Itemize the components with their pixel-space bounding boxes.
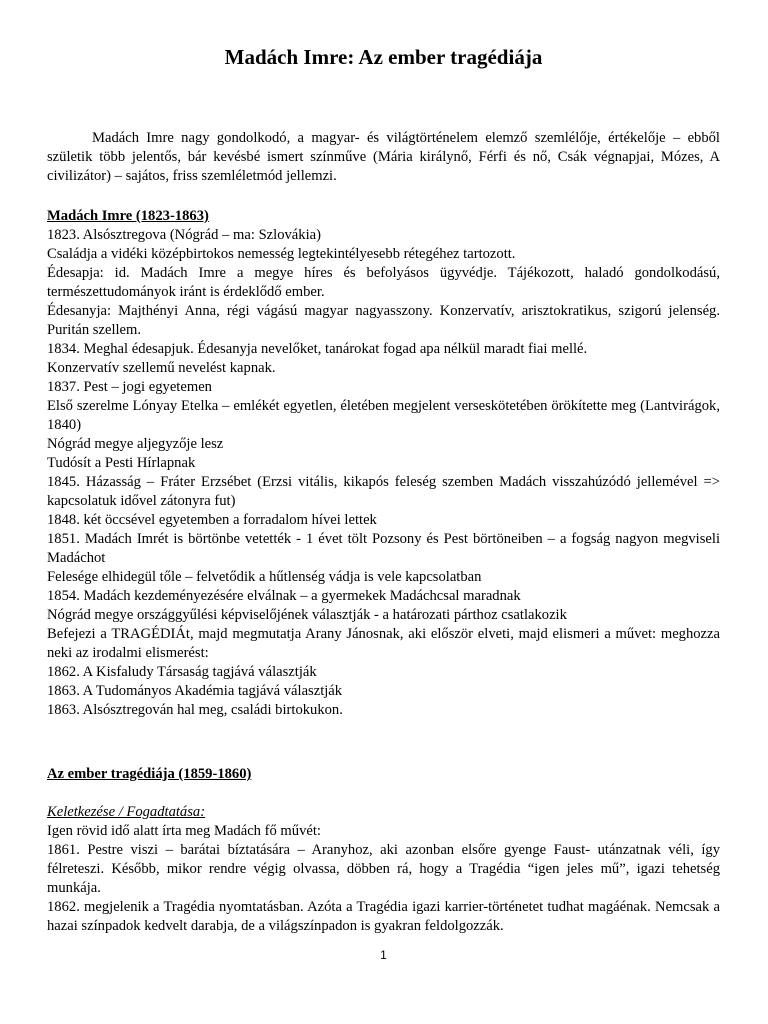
intro-paragraph: Madách Imre nagy gondolkodó, a magyar- és világtörténelem elemző szemlélője, értékelője – ebből születik több jelentős, bár kevésbé ismert színműve (Mária királynő, Férfi és nő, Csák végnapjai, Mózes, A civilizátor) – sajátos, friss szemléletmód jellemzi. bbox=[47, 130, 720, 184]
biography-line: Tudósít a Pesti Hírlapnak bbox=[47, 455, 196, 471]
biography-heading: Madách Imre (1823-1863) bbox=[47, 208, 209, 224]
biography-line: 1823. Alsósztregova (Nógrád – ma: Szlovákia) bbox=[47, 227, 321, 243]
work-section bbox=[47, 765, 720, 936]
work-line: Igen rövid idő alatt írta meg Madách fő művét: bbox=[47, 823, 321, 839]
biography-section bbox=[47, 207, 720, 720]
biography-line: Nógrád megye országgyűlési képviselőjének választják - a határozati párthoz csatlakozik bbox=[47, 607, 567, 623]
biography-line: 1862. A Kisfaludy Társaság tagjává választják bbox=[47, 664, 317, 680]
biography-line: Felesége elhidegül tőle – felvetődik a hűtlenség vádja is vele kapcsolatban bbox=[47, 569, 482, 585]
biography-line: 1851. Madách Imrét is börtönbe vetették - 1 évet tölt Pozsony és Pest börtöneiben – a fogság nagyon megviseli Madáchot bbox=[47, 531, 720, 566]
biography-line: Első szerelme Lónyay Etelka – emlékét egyetlen, életében megjelent verseskötetében örökítette meg (Lantvirágok, 1840) bbox=[47, 398, 720, 433]
document-page bbox=[47, 0, 720, 1024]
biography-line: 1848. két öccsével egyetemben a forradalom hívei lettek bbox=[47, 512, 377, 528]
work-line: 1861. Pestre viszi – barátai bíztatására – Aranyhoz, aki azonban elsőre gyenge Faust- utánzatnak véli, így félreteszi. Később, mikor rendre végig olvassa, döbben rá, hogy a Tragédia “igen jeles mű”, igazi tehetség munkája. bbox=[47, 842, 720, 896]
work-subheading: Keletkezése / Fogadtatása: bbox=[47, 804, 206, 820]
biography-line: Családja a vidéki középbirtokos nemesség legtekintélyesebb rétegéhez tartozott. bbox=[47, 246, 516, 262]
biography-line: Édesapja: id. Madách Imre a megye híres és befolyásos ügyvédje. Tájékozott, haladó gondolkodású, természettudományok iránt is érdeklődő ember. bbox=[47, 265, 720, 300]
work-line: 1862. megjelenik a Tragédia nyomtatásban. Azóta a Tragédia igazi karrier-történetet tudhat magáénak. Nemcsak a hazai színpadok kedvelt darabja, de a világszínpadon is gyakran feldolgozzák. bbox=[47, 899, 720, 934]
biography-line: Édesanyja: Majthényi Anna, régi vágású magyar nagyasszony. Konzervatív, arisztokratikus, szigorú jelenség. Puritán szellem. bbox=[47, 303, 720, 338]
biography-line: Befejezi a TRAGÉDIÁt, majd megmutatja Arany Jánosnak, aki először elveti, majd elismeri a művet: meghozza neki az irodalmi elismerést: bbox=[47, 626, 720, 661]
biography-line: 1854. Madách kezdeményezésére elválnak – a gyermekek Madáchcsal maradnak bbox=[47, 588, 521, 604]
document-title: Madách Imre: Az ember tragédiája bbox=[224, 45, 543, 69]
work-heading: Az ember tragédiája (1859-1860) bbox=[47, 766, 252, 782]
biography-line: Nógrád megye aljegyzője lesz bbox=[47, 436, 224, 452]
biography-line: Konzervatív szellemű nevelést kapnak. bbox=[47, 360, 276, 376]
biography-line: 1845. Házasság – Fráter Erzsébet (Erzsi vitális, kikapós feleség szemben Madách visszahúzódó jellemével => kapcsolatuk idővel zátonyra fut) bbox=[47, 474, 720, 509]
page-number: 1 bbox=[380, 948, 387, 962]
biography-line: 1863. Alsósztregován hal meg, családi birtokukon. bbox=[47, 702, 343, 718]
biography-line: 1834. Meghal édesapjuk. Édesanyja nevelőket, tanárokat fogad apa nélkül maradt fiai mellé. bbox=[47, 341, 588, 357]
biography-line: 1837. Pest – jogi egyetemen bbox=[47, 379, 212, 395]
biography-line: 1863. A Tudományos Akadémia tagjává választják bbox=[47, 683, 343, 699]
